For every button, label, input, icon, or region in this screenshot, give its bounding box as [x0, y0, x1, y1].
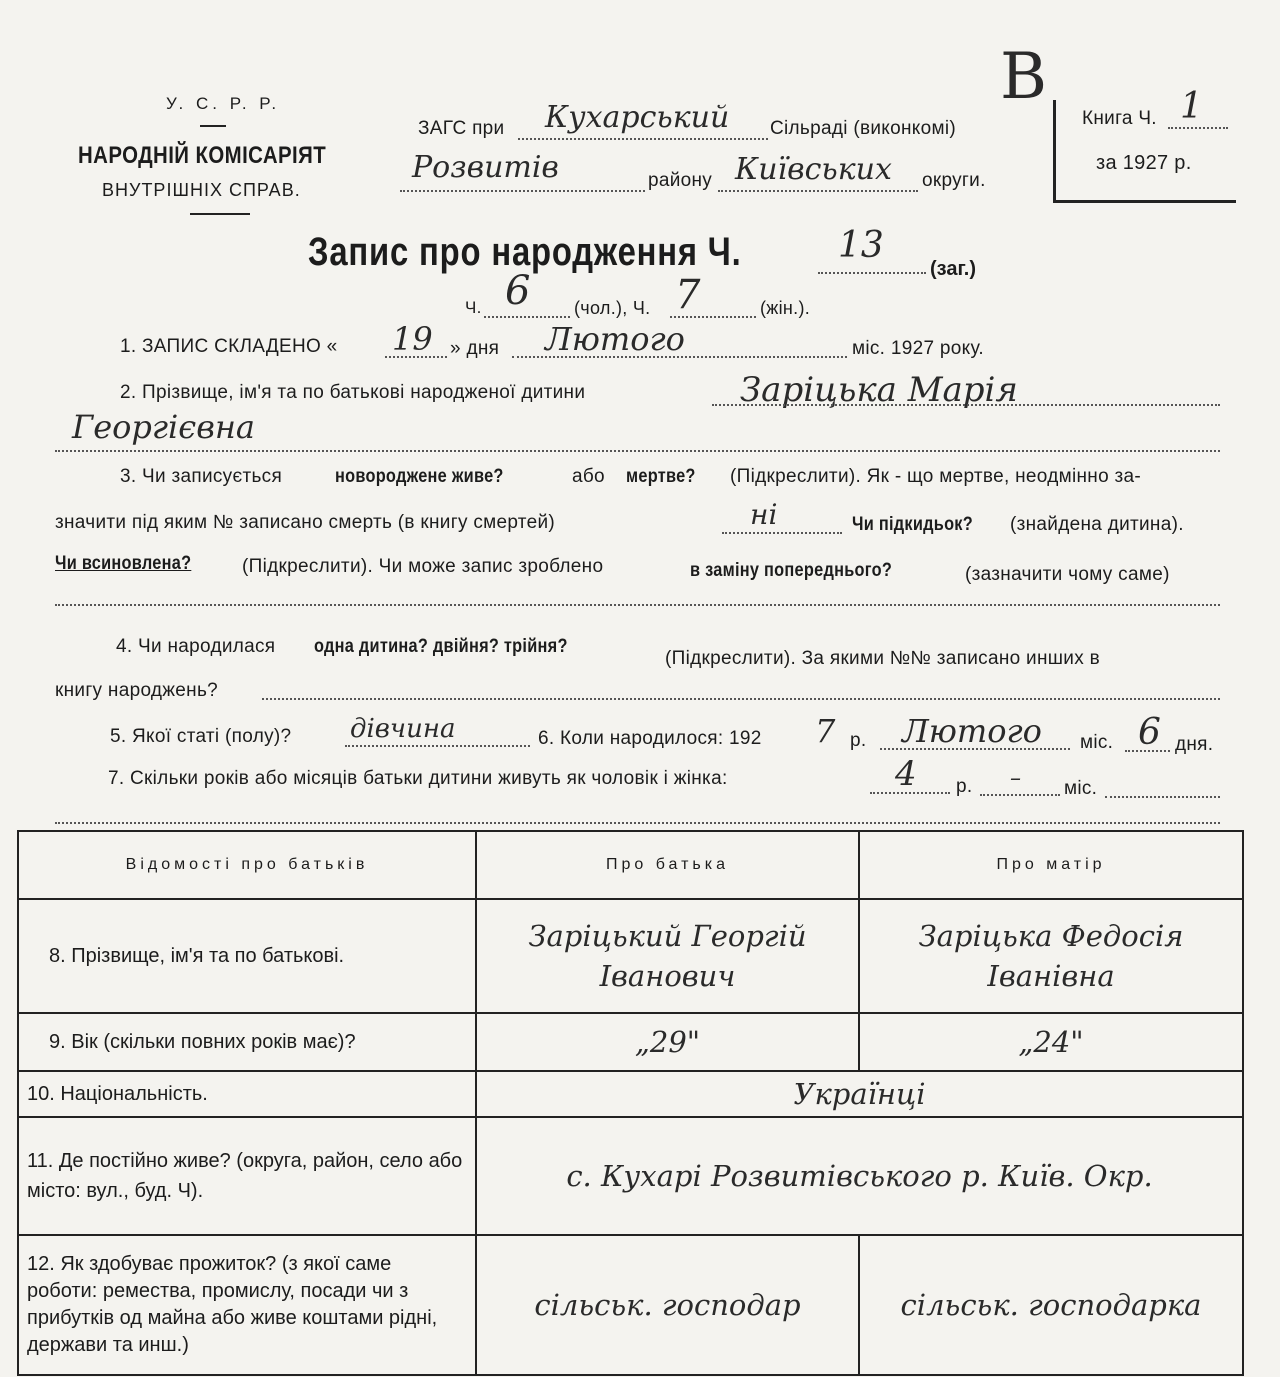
- mother-age-handwritten: „24": [859, 1013, 1243, 1071]
- nationality-handwritten: Українці: [476, 1071, 1243, 1117]
- q2-patronymic-handwritten: Георгієвна: [72, 408, 255, 446]
- divider: [200, 125, 226, 127]
- fill-line: [55, 450, 1220, 452]
- table-row: [18, 1071, 1243, 1117]
- q7-label: 7. Скільки років або місяців батьки дитини живуть як чоловік і жінка:: [108, 768, 728, 789]
- table-header-row: [18, 831, 1243, 899]
- table-row: [18, 1117, 1243, 1235]
- table-row: [18, 899, 1243, 1013]
- row-label-residence: 11. Де постійно живе? (округа, район, село або місто: вул., буд. Ч).: [18, 1117, 476, 1235]
- father-livelihood-handwritten: сільськ. господар: [476, 1235, 859, 1375]
- q4-label: 4. Чи народилася: [116, 636, 276, 657]
- fill-line: [980, 794, 1060, 796]
- q6-month-handwritten: Лютого: [902, 712, 1042, 750]
- q3-line2-b: Чи підкидьок?: [852, 514, 973, 535]
- q3-line2-a: значити під яким № записано смерть (в книгу смертей): [55, 512, 555, 533]
- table-row: [18, 1013, 1243, 1071]
- q6-mis: міс.: [1080, 732, 1114, 753]
- q6-year-handwritten: 7: [815, 712, 836, 750]
- q7-months-handwritten: –: [1010, 766, 1021, 791]
- header-parents-info: Відомості про батьків: [18, 831, 476, 899]
- fill-line: [722, 532, 842, 534]
- fill-line: [718, 190, 918, 192]
- fill-line: [512, 356, 847, 358]
- q3-line1-c: або: [572, 466, 605, 487]
- q1-label: 1. ЗАПИС СКЛАДЕНО «: [120, 336, 338, 357]
- q3-line2-c: (знайдена дитина).: [1010, 514, 1184, 535]
- q3-line1-b: новороджене живе?: [335, 466, 504, 487]
- total-label: (заг.): [930, 258, 977, 280]
- corner-mark: В: [1000, 40, 1048, 114]
- father-name-handwritten: Заріцький Георгій Іванович: [476, 899, 859, 1013]
- male-label: (чол.), Ч.: [574, 298, 651, 318]
- fill-line: [1105, 796, 1220, 798]
- fill-line: [870, 792, 950, 794]
- q1-label-year: міс. 1927 року.: [852, 338, 984, 359]
- female-label: (жін.).: [760, 298, 811, 318]
- zags-label: ЗАГС при: [418, 118, 505, 139]
- q3-line3-d: (зазначити чому саме): [965, 564, 1170, 585]
- q6-r: р.: [850, 730, 867, 751]
- fill-line: [712, 404, 1220, 406]
- republic-abbrev: У. С. Р. Р.: [166, 94, 281, 113]
- row-label-nationality: 10. Національність.: [18, 1071, 476, 1117]
- q6-day-handwritten: 6: [1138, 712, 1161, 753]
- header-father: Про батька: [476, 831, 859, 899]
- mother-livelihood-handwritten: сільськ. господарка: [859, 1235, 1243, 1375]
- q7-years-handwritten: 4: [895, 754, 917, 794]
- q1-month-handwritten: Лютого: [545, 320, 685, 358]
- fill-line: [818, 272, 926, 274]
- q6-dnya: дня.: [1175, 734, 1214, 755]
- male-prefix: Ч.: [465, 298, 482, 317]
- q6-label: 6. Коли народилося: 192: [538, 728, 762, 749]
- residence-handwritten: с. Кухарі Розвитівського р. Київ. Окр.: [476, 1117, 1243, 1235]
- ministry-subtitle: ВНУТРІШНІХ СПРАВ.: [102, 180, 301, 200]
- table-row: [18, 1235, 1243, 1375]
- q3-line3-c: в заміну попереднього?: [690, 560, 893, 581]
- ministry-title: НАРОДНІЙ КОМІСАРІЯТ: [78, 142, 327, 169]
- q5-value-handwritten: дівчина: [350, 714, 456, 744]
- q3-line3-b: (Підкреслити). Чи може запис зроблено: [242, 556, 604, 577]
- q3-line1-d: мертве?: [626, 466, 696, 487]
- mother-name-handwritten: Заріцька Федосія Іванівна: [859, 899, 1243, 1013]
- header-mother: Про матір: [859, 831, 1243, 899]
- okrug-handwritten: Київських: [735, 152, 892, 187]
- book-label: Книга Ч.: [1082, 108, 1157, 129]
- fill-line: [484, 316, 570, 318]
- fill-line: [1168, 127, 1228, 129]
- book-number-handwritten: 1: [1180, 86, 1203, 127]
- district-handwritten: Розвитів: [412, 150, 559, 185]
- q2-name-handwritten: Заріцька Марія: [740, 370, 1018, 410]
- district-label: району: [648, 170, 713, 191]
- fill-line: [262, 698, 1220, 700]
- fill-line: [385, 356, 447, 358]
- fill-line: [880, 748, 1070, 750]
- q7-mis: міс.: [1064, 778, 1098, 799]
- fill-line: [518, 138, 768, 140]
- divider: [190, 213, 250, 215]
- q2-label: 2. Прізвище, ім'я та по батькові народженої дитини: [120, 382, 586, 403]
- fill-line: [670, 316, 756, 318]
- q7-r: р.: [956, 776, 973, 797]
- q3-line3-a: Чи всиновлена?: [55, 553, 192, 574]
- row-label-age: 9. Вік (скільки повних років має)?: [18, 1013, 476, 1071]
- q1-day-handwritten: 19: [392, 320, 433, 358]
- q4-options: одна дитина? двійня? трійня?: [314, 636, 568, 657]
- q4-label-2: (Підкреслити). За якими №№ записано инших в: [665, 648, 1100, 669]
- row-label-name: 8. Прізвище, ім'я та по батькові.: [18, 899, 476, 1013]
- fill-line: [55, 604, 1220, 606]
- q3-death-handwritten: ні: [750, 498, 778, 531]
- fill-line: [1125, 750, 1170, 752]
- page-title: Запис про народження Ч.: [308, 230, 742, 274]
- row-label-livelihood: 12. Як здобуває прожиток? (з якої саме роботи: ремества, промислу, посади чи з прибутків од майна або живе коштами рідні, держави та инш.): [18, 1235, 476, 1375]
- fill-line: [55, 822, 1220, 824]
- fill-line: [345, 745, 530, 747]
- village-handwritten: Кухарський: [545, 100, 730, 135]
- male-number-handwritten: 6: [505, 268, 531, 314]
- council-label: Сільраді (виконкомі): [770, 118, 956, 139]
- q4-label-3: книгу народжень?: [55, 680, 219, 701]
- female-number-handwritten: 7: [675, 272, 701, 318]
- q3-line1-e: (Підкреслити). Як - що мертве, неодмінно за-: [730, 466, 1142, 487]
- q5-label: 5. Якої статі (полу)?: [110, 726, 292, 747]
- q3-line1-a: 3. Чи записується: [120, 466, 283, 487]
- record-number-handwritten: 13: [838, 225, 884, 266]
- book-year: за 1927 р.: [1096, 152, 1192, 174]
- parents-table: [17, 830, 1244, 1376]
- fill-line: [400, 190, 645, 192]
- okrug-label: округи.: [922, 170, 986, 191]
- father-age-handwritten: „29": [476, 1013, 859, 1071]
- q1-label-day: » дня: [450, 338, 500, 359]
